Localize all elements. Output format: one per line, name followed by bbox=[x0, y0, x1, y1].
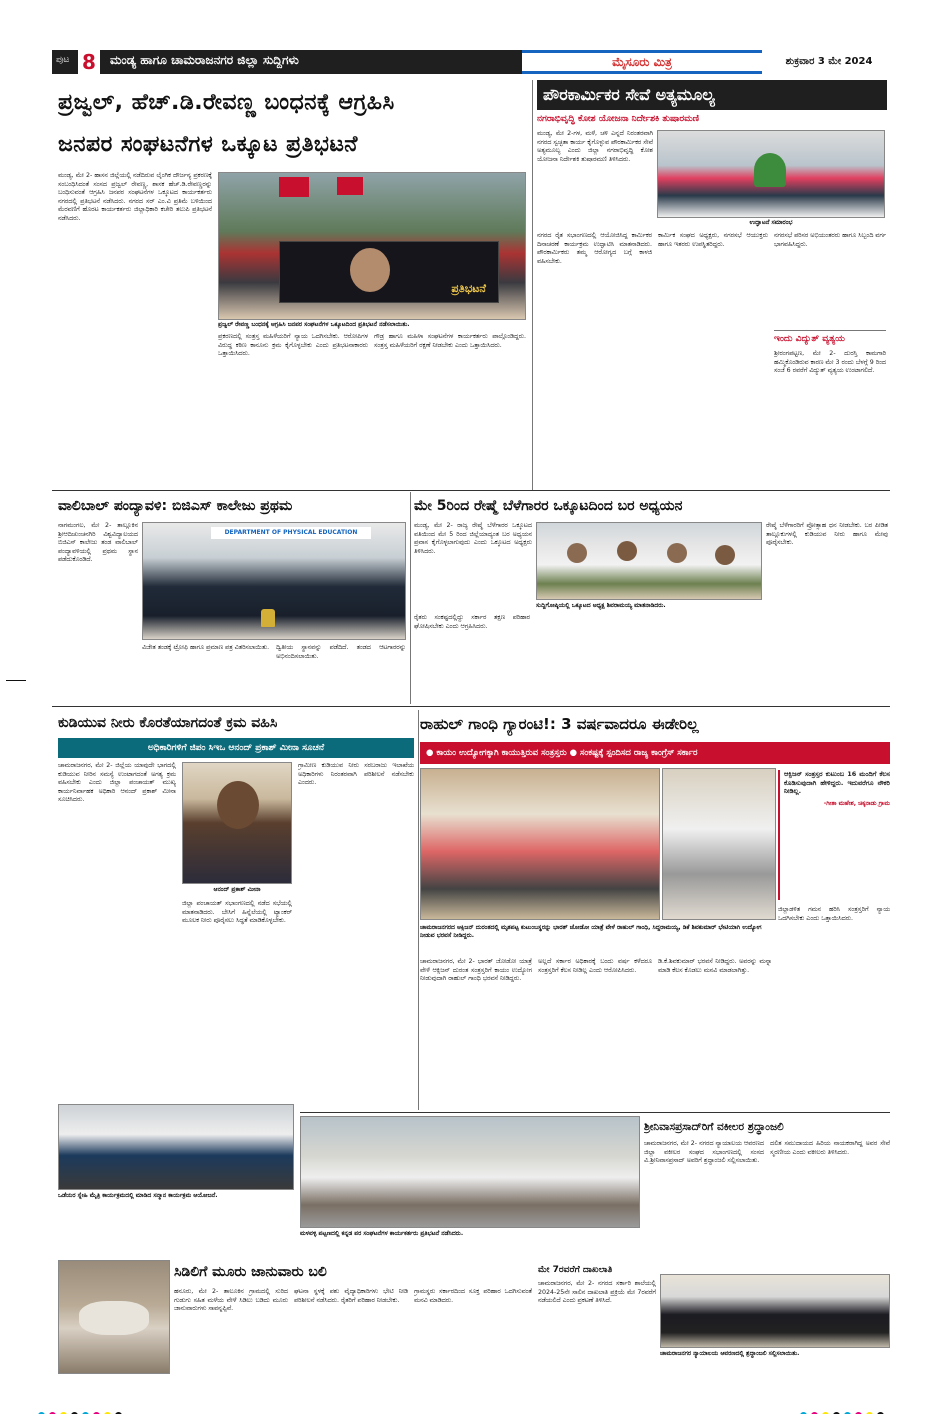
story2-headline: ಪೌರಕಾರ್ಮಿಕರ ಸೇವೆ ಅತ್ಯಮೂಲ್ಯ bbox=[543, 85, 715, 104]
trophy-icon bbox=[261, 609, 275, 627]
margin-mark bbox=[6, 680, 26, 681]
story4-headline: ಮೇ 5ರಿಂದ ರೇಷ್ಮೆ ಬೆಳೆಗಾರರ ಒಕ್ಕೂಟದಿಂದ ಬರ ಅಧ್ಯಯನ bbox=[414, 498, 683, 514]
column-rule bbox=[532, 80, 533, 490]
story5-photo2-caption: ಒಡೆಯರ ಸ್ನೇಹಿ ಮೈತ್ರಿ ಕಾರ್ಯಕ್ರಮದಲ್ಲಿ ಮಾಡಿದ ಸನ್ಮಾನ ಕಾರ್ಯಕ್ರಮ ಆಯೋಜನೆ. bbox=[58, 1192, 218, 1199]
story3-col1: ನಾಗಮಂಗಲ, ಮೇ 2- ತಾಲ್ಲೂಕಿನ ಶ್ರೀಆದಿಚುಂಚನಗಿರಿ ವಿಶ್ವವಿದ್ಯಾಲಯದ ಬಿಜಿಎಸ್ ಕಾಲೇಜು ತಂಡ ವಾಲಿಬಾಲ್ ಪಂದ್ಯಾವಳಿಯಲ್ಲಿ ಪ್ರಥಮ ಸ್ಥಾನ ಪಡೆದುಕೊಂಡಿದೆ. bbox=[58, 522, 138, 564]
registration-dot bbox=[93, 1412, 100, 1414]
story2-headline-box bbox=[537, 80, 887, 110]
brief-body: ಶ್ರೀರಂಗಪಟ್ಟಣ, ಮೇ 2- ದುರಸ್ತಿ ಕಾಮಗಾರಿ ಹಮ್ಮಿಕೊಂಡಿರುವ ಕಾರಣ ಮೇ 3 ರಂದು ಬೆಳಗ್ಗೆ 9 ರಿಂದ ಸಂಜೆ 6 ರವರೆಗೆ ವಿದ್ಯುತ್ ವ್ಯತ್ಯಯ ಉಂಟಾಗಲಿದೆ. bbox=[774, 350, 886, 375]
registration-dot bbox=[60, 1412, 67, 1414]
red-flag-icon bbox=[337, 177, 363, 195]
story5-headline: ಕುಡಿಯುವ ನೀರು ಕೊರತೆಯಾಗದಂತೆ ಕ್ರಮ ವಹಿಸಿ bbox=[58, 715, 278, 731]
story9-headline: ಮೇ 7ರವರೆಗೆ ದಾಖಲಾತಿ bbox=[538, 1265, 613, 1275]
portrait-face-icon bbox=[217, 781, 259, 829]
person-icon bbox=[567, 543, 587, 563]
story4-caption: ಸುದ್ದಿಗೋಷ್ಠಿಯಲ್ಲಿ ಒಕ್ಕೂಟದ ಅಧ್ಯಕ್ಷ ಶಿವರಾಮಯ್ಯ ಮಾತನಾಡಿದರು. bbox=[536, 602, 666, 609]
person-icon bbox=[715, 545, 735, 565]
issue-date bbox=[764, 52, 894, 72]
registration-dot bbox=[822, 1412, 829, 1414]
story6-col4: ಜಿಲ್ಲಾಡಳಿತ ಗಮನ ಹರಿಸಿ ಸಂತ್ರಸ್ತರಿಗೆ ನ್ಯಾಯ ಒದಗಿಸಬೇಕು ಎಂದು ಒತ್ತಾಯಿಸಿದರು. bbox=[778, 906, 890, 922]
registration-dot bbox=[811, 1412, 818, 1414]
story5-col3: ಗ್ರಾಮೀಣ ಕುಡಿಯುವ ನೀರು ಸರಬರಾಜು ಇಲಾಖೆಯ ಅಧಿಕಾರಿಗಳು ನಿರಂತರವಾಗಿ ಪರಿಶೀಲನೆ ನಡೆಸಬೇಕು ಎಂದರು. bbox=[298, 762, 414, 787]
story1-col2: ಪ್ರಕರಣದಲ್ಲಿ ಸಂತ್ರಸ್ತ ಮಹಿಳೆಯರಿಗೆ ನ್ಯಾಯ ಒದಗಿಸಬೇಕು. ಆರೋಪಿಗಳ ವಿರುದ್ಧ ಕಠಿಣ ಕಾನೂನು ಕ್ರಮ ಕೈಗೊಳ್ಳಬೇಕು ಎಂದು ಪ್ರತಿಭಟನಾಕಾರರು ಒತ್ತಾಯಿಸಿದರು. bbox=[218, 333, 368, 358]
story7-photo2 bbox=[660, 1274, 890, 1348]
story8-headline: ಸಿಡಿಲಿಗೆ ಮೂರು ಜಾನುವಾರು ಬಲಿ bbox=[174, 1264, 327, 1280]
registration-dot bbox=[115, 1412, 122, 1414]
story4-photo bbox=[536, 522, 762, 600]
print-marks-left bbox=[38, 1404, 168, 1414]
registration-dot bbox=[877, 1412, 884, 1414]
story8-col1: ಹನೂರು, ಮೇ 2- ತಾಲೂಕಿನ ಗ್ರಾಮದಲ್ಲಿ ಸುರಿದ ಗುಡುಗು ಸಹಿತ ಮಳೆಯ ವೇಳೆ ಸಿಡಿಲು ಬಡಿದು ಮೂರು ಜಾನುವಾರುಗಳು ಸಾವನ್ನಪ್ಪಿವೆ. bbox=[174, 1288, 288, 1313]
story5-portrait bbox=[182, 762, 292, 884]
story2-caption: ಉದ್ಘಾಟನೆ ಸಮಾರಂಭ bbox=[749, 219, 793, 226]
page-label: ಪುಟ bbox=[56, 55, 70, 65]
registration-dot bbox=[844, 1412, 851, 1414]
story9-body: ಚಾಮರಾಜನಗರ, ಮೇ 2- ನಗರದ ಸರ್ಕಾರಿ ಶಾಲೆಯಲ್ಲಿ 2024-25ನೇ ಸಾಲಿನ ದಾಖಲಾತಿ ಪ್ರಕ್ರಿಯೆ ಮೇ 7ರವರೆಗೆ ನಡೆಯಲಿದೆ ಎಂದು ಪ್ರಕಟಣೆ ತಿಳಿಸಿದೆ. bbox=[538, 1280, 656, 1305]
brief-rule bbox=[774, 330, 886, 331]
story3-headline: ವಾಲಿಬಾಲ್ ಪಂದ್ಯಾವಳಿ: ಬಿಜಿಎಸ್ ಕಾಲೇಜು ಪ್ರಥಮ bbox=[58, 498, 293, 514]
story5-col2: ಜಿಲ್ಲಾ ಪಂಚಾಯತ್ ಸಭಾಂಗಣದಲ್ಲಿ ನಡೆದ ಸಭೆಯಲ್ಲಿ ಮಾತನಾಡಿದರು. ಬೇಸಿಗೆ ಹಿನ್ನೆಲೆಯಲ್ಲಿ ಟ್ಯಾಂಕರ್ ಮೂಲಕ ನೀರು ಪೂರೈಸಲು ಸಿದ್ಧತೆ ಮಾಡಿಕೊಳ್ಳಬೇಕು. bbox=[182, 900, 292, 925]
story5-subhead-bar bbox=[58, 738, 414, 758]
date-text: ಶುಕ್ರವಾರ 3 ಮೇ 2024 bbox=[785, 56, 873, 67]
paper-name-box bbox=[522, 50, 762, 74]
story8-photo bbox=[58, 1260, 170, 1374]
story7-photo bbox=[300, 1116, 640, 1228]
story6-caption: ಚಾಮರಾಜನಗರದ ಆಕ್ಸಿಜನ್ ದುರಂತದಲ್ಲಿ ಮೃತಪಟ್ಟ ಕುಟುಂಬಸ್ಥರನ್ನು ಭಾರತ್ ಜೋಡೋ ಯಾತ್ರೆ ವೇಳೆ ರಾಹುಲ್ ಗಾಂಧಿ, ಸಿದ್ದರಾಮಯ್ಯ, ಡಿಕೆ ಶಿವಕುಮಾರ್ ಭೇಟಿಯಾಗಿ ಉದ್ಯೋಗ ನೀಡುವ ಭರವಸೆ ನೀಡಿದ್ದರು. bbox=[420, 924, 762, 939]
story2-col1: ಮಂಡ್ಯ, ಮೇ 2-ಗಳ, ಮಳೆ, ಚಳಿ ಎನ್ನದೆ ನಿರಂತರವಾಗಿ ನಗರದ ಸ್ವಚ್ಛತಾ ಕಾರ್ಯ ಕೈಗೊಳ್ಳುವ ಪೌರಕಾರ್ಮಿಕರ ಸೇವೆ ಅತ್ಯಮೂಲ್ಯ ಎಂದು ಜಿಲ್ಲಾ ನಗರಾಭಿವೃದ್ಧಿ ಕೋಶ ಯೋಜನಾ ನಿರ್ದೇಶಕಿ ತುಷಾರಮಣಿ ತಿಳಿಸಿದರು. bbox=[537, 130, 653, 163]
cow-icon bbox=[79, 1301, 149, 1335]
page-number: 8 bbox=[78, 50, 100, 74]
paper-name: ಮೈಸೂರು ಮಿತ್ರ bbox=[612, 55, 672, 69]
registration-dot bbox=[49, 1412, 56, 1414]
story7-headline: ಶ್ರೀನಿವಾಸಪ್ರಸಾದ್‌ರಿಗೆ ವಕೀಲರ ಶ್ರದ್ಧಾಂಜಲಿ bbox=[644, 1121, 784, 1133]
story3-col3: ದ್ವಿತೀಯ ಸ್ಥಾನವನ್ನು ಪಡೆದಿದೆ. ತಂಡದ ಆಟಗಾರರನ್ನು ಅಭಿನಂದಿಸಲಾಯಿತು. bbox=[276, 644, 406, 660]
story8-col2: ಘಟನಾ ಸ್ಥಳಕ್ಕೆ ಪಶು ವೈದ್ಯಾಧಿಕಾರಿಗಳು ಭೇಟಿ ನೀಡಿ ಪರಿಶೀಲನೆ ನಡೆಸಿದರು. ರೈತರಿಗೆ ಪರಿಹಾರ ನೀಡಬೇಕು. bbox=[294, 1288, 408, 1304]
story6-subhead-bar bbox=[420, 742, 890, 764]
story1-photo bbox=[218, 172, 526, 320]
story2-photo bbox=[657, 130, 885, 218]
story4-col1: ಮಂಡ್ಯ, ಮೇ 2- ರಾಜ್ಯ ರೇಷ್ಮೆ ಬೆಳೆಗಾರರ ಒಕ್ಕೂಟದ ವತಿಯಿಂದ ಮೇ 5 ರಿಂದ ಜಿಲ್ಲೆಯಾದ್ಯಂತ ಬರ ಅಧ್ಯಯನ ಪ್ರವಾಸ ಕೈಗೊಳ್ಳಲಾಗುವುದು ಎಂದು ಒಕ್ಕೂಟದ ಅಧ್ಯಕ್ಷರು ತಿಳಿಸಿದರು. bbox=[414, 522, 532, 555]
registration-dot bbox=[855, 1412, 862, 1414]
person-icon bbox=[617, 541, 637, 561]
story7-col2: ದಲಿತ ಸಮುದಾಯದ ಹಿರಿಯ ನಾಯಕರಾಗಿದ್ದ ಅವರ ಸೇವೆ ಸ್ಮರಣೀಯ ಎಂದು ವಕೀಲರು ತಿಳಿಸಿದರು. bbox=[770, 1140, 890, 1156]
column-rule bbox=[410, 492, 411, 704]
registration-dot bbox=[82, 1412, 89, 1414]
story4-col2: ರೈತರು ಸಂಕಷ್ಟದಲ್ಲಿದ್ದು ಸರ್ಕಾರ ತಕ್ಷಣ ಪರಿಹಾರ ಘೋಷಿಸಬೇಕು ಎಂದು ಆಗ್ರಹಿಸಿದರು. bbox=[414, 614, 530, 630]
registration-dot bbox=[800, 1412, 807, 1414]
section-rule bbox=[52, 706, 890, 707]
story7-photo-caption: ಮಳವಳ್ಳಿ ಪಟ್ಟಣದಲ್ಲಿ ಕನ್ನಡ ಪರ ಸಂಘಟನೆಗಳ ಕಾರ್ಯಕರ್ತರು ಪ್ರತಿಭಟನೆ ನಡೆಸಿದರು. bbox=[300, 1230, 464, 1237]
story6-quote-box bbox=[778, 770, 890, 900]
story5-portrait-caption: ಆನಂದ್ ಪ್ರಕಾಶ್ ಮೀನಾ bbox=[213, 886, 261, 893]
story1-headline-line1: ಪ್ರಜ್ವಲ್, ಹೆಚ್.ಡಿ.ರೇವಣ್ಣ ಬಂಧನಕ್ಕೆ ಆಗ್ರಹಿಸಿ bbox=[58, 90, 395, 115]
registration-dot bbox=[38, 1412, 45, 1414]
story1-col3: ಗೌಡ್ರ ಹಾಗೂ ಮಹಿಳಾ ಸಂಘಟನೆಗಳ ಕಾರ್ಯಕರ್ತರು ಪಾಲ್ಗೊಂಡಿದ್ದರು. ಸಂತ್ರಸ್ತ ಮಹಿಳೆಯರಿಗೆ ರಕ್ಷಣೆ ನೀಡಬೇಕು ಎಂದು ಒತ್ತಾಯಿಸಿದರು. bbox=[374, 333, 526, 349]
portrait-icon bbox=[350, 248, 390, 292]
story7-col1: ಚಾಮರಾಜನಗರ, ಮೇ 2- ನಗರದ ನ್ಯಾಯಾಲಯ ಆವರಣದ ಜಿಲ್ಲಾ ವಕೀಲರ ಸಂಘದ ಸಭಾಂಗಣದಲ್ಲಿ ಸಂಸದ ವಿ.ಶ್ರೀನಿವಾಸಪ್ರಸಾದ್ ಅವರಿಗೆ ಶ್ರದ್ಧಾಂಜಲಿ ಸಲ್ಲಿಸಲಾಯಿತು. bbox=[644, 1140, 764, 1165]
story1-col1: ಮಂಡ್ಯ, ಮೇ 2- ಹಾಸನ ಜಿಲ್ಲೆಯಲ್ಲಿ ನಡೆದಿರುವ ಲೈಂಗಿಕ ದೌರ್ಜನ್ಯ ಪ್ರಕರಣಕ್ಕೆ ಸಂಬಂಧಿಸಿದಂತೆ ಸಂಸದ ಪ್ರಜ್ವಲ್ ರೇವಣ್ಣ, ಶಾಸಕ ಹೆಚ್.ಡಿ.ರೇವಣ್ಣರನ್ನು ಬಂಧಿಸುವಂತೆ ಆಗ್ರಹಿಸಿ ಜನಪರ ಸಂಘಟನೆಗಳ ಒಕ್ಕೂಟದ ಕಾರ್ಯಕರ್ತರು ನಗರದಲ್ಲಿ ಪ್ರತಿಭಟನೆ ನಡೆಸಿದರು. ನಗರದ ಸರ್ ಎಂ.ವಿ ಪ್ರತಿಮೆ ಬಳಿಯಿಂದ ಮೆರವಣಿಗೆ ಹೊರಟ ಕಾರ್ಯಕರ್ತರು ಜಿಲ್ಲಾಧಿಕಾರಿ ಕಚೇರಿ ತಲುಪಿ ಪ್ರತಿಭಟನೆ ನಡೆಸಿದರು. bbox=[58, 172, 212, 222]
story7-photo2-caption: ಚಾಮರಾಜನಗರ ನ್ಯಾಯಾಲಯ ಆವರಣದಲ್ಲಿ ಶ್ರದ್ಧಾಂಜಲಿ ಸಲ್ಲಿಸಲಾಯಿತು. bbox=[660, 1350, 800, 1357]
story6-quote-author: -ಗೀತಾ ಮಹೇಶ, ಚಿಕ್ಕನಾಡು ಗ್ರಾಮ bbox=[823, 799, 890, 807]
column-rule bbox=[418, 710, 419, 1110]
story6-quote: ಆಕ್ಸಿಜನ್ ಸಂತ್ರಸ್ತರ ಕುಟುಂಬ 16 ಮಂದಿಗೆ ಕೆಲಸ ಕೊಡಿಸುವುದಾಗಿ ಹೇಳಿದ್ದರು. ಇದುವರೆಗೂ ನೌಕರಿ ನೀಡಿಲ್ಲ. bbox=[784, 770, 890, 796]
section-title: ಮಂಡ್ಯ ಹಾಗೂ ಚಾಮರಾಜನಗರ ಜಿಲ್ಲಾ ಸುದ್ದಿಗಳು bbox=[110, 53, 299, 67]
story6-photo-right bbox=[662, 768, 776, 920]
story6-col2: ಅಲ್ಲದೆ ಸರ್ಕಾರ ಅಧಿಕಾರಕ್ಕೆ ಬಂದು ವರ್ಷ ಕಳೆದರೂ ಸಂತ್ರಸ್ತರಿಗೆ ಕೆಲಸ ನೀಡಿಲ್ಲ ಎಂದು ಆರೋಪಿಸಿದರು. bbox=[538, 958, 652, 974]
registration-dot bbox=[866, 1412, 873, 1414]
print-marks-right bbox=[800, 1404, 920, 1414]
registration-dot bbox=[71, 1412, 78, 1414]
protest-banner-text: ಪ್ರತಿಭಟನೆ bbox=[451, 282, 486, 295]
plant-icon bbox=[754, 153, 786, 187]
section-rule bbox=[52, 490, 890, 491]
protest-banner bbox=[279, 241, 499, 303]
story3-col2: ವಿಜೇತ ತಂಡಕ್ಕೆ ಟ್ರೋಫಿ ಹಾಗೂ ಪ್ರಮಾಣ ಪತ್ರ ವಿತರಿಸಲಾಯಿತು. bbox=[142, 644, 270, 651]
story5-subhead: ಅಧಿಕಾರಿಗಳಿಗೆ ಜಿಪಂ ಸಿಇಒ ಆನಂದ್ ಪ್ರಕಾಶ್ ಮೀನಾ ಸೂಚನೆ bbox=[147, 743, 325, 753]
story2-col3: ಕಾರ್ಮಿಕ ಸಂಘದ ಅಧ್ಯಕ್ಷರು, ನಗರಸಭೆ ಆಯುಕ್ತರು ಹಾಗೂ ಇತರರು ಉಪಸ್ಥಿತರಿದ್ದರು. bbox=[658, 232, 768, 248]
story1-headline-line2: ಜನಪರ ಸಂಘಟನೆಗಳ ಒಕ್ಕೂಟ ಪ್ರತಿಭಟನೆ bbox=[58, 132, 358, 157]
red-flag-icon bbox=[279, 177, 309, 197]
story6-col1: ಚಾಮರಾಜನಗರ, ಮೇ 2- ಭಾರತ್ ಜೋಡೋ ಯಾತ್ರೆ ವೇಳೆ ಆಕ್ಸಿಜನ್ ದುರಂತ ಸಂತ್ರಸ್ತರಿಗೆ ಕಾಯಂ ಉದ್ಯೋಗ ನೀಡುವುದಾಗಿ ರಾಹುಲ್ ಗಾಂಧಿ ಭರವಸೆ ನೀಡಿದ್ದರು. bbox=[420, 958, 532, 983]
brief-title: ಇಂದು ವಿದ್ಯುತ್ ವ್ಯತ್ಯಯ bbox=[774, 334, 845, 344]
story6-photo-left bbox=[420, 768, 660, 920]
person-icon bbox=[667, 543, 687, 563]
story5-col1: ಚಾಮರಾಜನಗರ, ಮೇ 2- ಜಿಲ್ಲೆಯ ಯಾವುದೇ ಭಾಗದಲ್ಲಿ ಕುಡಿಯುವ ನೀರಿನ ಸಮಸ್ಯೆ ಉಂಟಾಗದಂತೆ ಅಗತ್ಯ ಕ್ರಮ ವಹಿಸಬೇಕು ಎಂದು ಜಿಲ್ಲಾ ಪಂಚಾಯತ್ ಮುಖ್ಯ ಕಾರ್ಯನಿರ್ವಾಹಕ ಅಧಿಕಾರಿ ಆನಂದ್ ಪ್ರಕಾಶ್ ಮೀನಾ ಸೂಚಿಸಿದರು. bbox=[58, 762, 176, 804]
registration-dot bbox=[833, 1412, 840, 1414]
story5-photo2 bbox=[58, 1104, 294, 1190]
story2-col2: ನಗರದ ರೈತ ಸಭಾಂಗಣದಲ್ಲಿ ಆಯೋಜಿಸಿದ್ದ ಕಾರ್ಮಿಕರ ದಿನಾಚರಣೆ ಕಾರ್ಯಕ್ರಮ ಉದ್ಘಾಟಿಸಿ ಮಾತನಾಡಿದರು. ಪೌರಕಾರ್ಮಿಕರು ತಮ್ಮ ಆರೋಗ್ಯದ ಬಗ್ಗೆ ಕಾಳಜಿ ವಹಿಸಬೇಕು. bbox=[537, 232, 652, 265]
story2-subhead: ನಗರಾಭಿವೃದ್ಧಿ ಕೋಶ ಯೋಜನಾ ನಿರ್ದೇಶಕಿ ತುಷಾರಮಣಿ bbox=[537, 114, 700, 124]
story6-col3: ಡಿ.ಕೆ.ಶಿವಕುಮಾರ್ ಭರವಸೆ ನೀಡಿದ್ದರು. ಅವರನ್ನು ಮನ್ನಾ ಮಾಡಿ ಕೆಲಸ ಕೊಡಲು ಮನವಿ ಮಾಡಲಾಗಿತ್ತು. bbox=[658, 958, 772, 974]
story1-caption: ಪ್ರಜ್ವಲ್ ರೇವಣ್ಣ ಬಂಧನಕ್ಕೆ ಆಗ್ರಹಿಸಿ ಜನಪರ ಸಂಘಟನೆಗಳ ಒಕ್ಕೂಟದಿಂದ ಪ್ರತಿಭಟನೆ ನಡೆಸಲಾಯಿತು. bbox=[218, 321, 410, 328]
story6-headline: ರಾಹುಲ್ ಗಾಂಧಿ ಗ್ಯಾರಂಟಿ!: 3 ವರ್ಷವಾದರೂ ಈಡೇರಿಲ್ಲ bbox=[420, 715, 699, 733]
story1-headline bbox=[58, 82, 532, 172]
registration-dot bbox=[104, 1412, 111, 1414]
section-rule bbox=[300, 1112, 890, 1113]
story3-banner: DEPARTMENT OF PHYSICAL EDUCATION bbox=[211, 527, 371, 539]
story6-subhead: ● ಕಾಯಂ ಉದ್ಯೋಗಕ್ಕಾಗಿ ಕಾಯುತ್ತಿರುವ ಸಂತ್ರಸ್ತರು ● ಸಂಕಷ್ಟಕ್ಕೆ ಸ್ಪಂದಿಸದ ರಾಜ್ಯ ಕಾಂಗ್ರೆಸ್ ಸರ್ಕಾರ bbox=[426, 748, 698, 758]
story8-col3: ಗ್ರಾಮಸ್ಥರು ಸರ್ಕಾರದಿಂದ ಸೂಕ್ತ ಪರಿಹಾರ ಒದಗಿಸುವಂತೆ ಮನವಿ ಮಾಡಿದರು. bbox=[414, 1288, 532, 1304]
story4-col3: ರೇಷ್ಮೆ ಬೆಳೆಗಾರರಿಗೆ ಪ್ರೋತ್ಸಾಹ ಧನ ನೀಡಬೇಕು. ಬರ ಪೀಡಿತ ತಾಲ್ಲೂಕುಗಳಲ್ಲಿ ಕುಡಿಯುವ ನೀರು ಹಾಗೂ ಮೇವು ಪೂರೈಸಬೇಕು. bbox=[766, 522, 888, 547]
story2-col4: ನಗರಸಭೆ ಪರಿಸರ ಅಭಿಯಂತರರು ಹಾಗೂ ಸಿಬ್ಬಂದಿ ವರ್ಗ ಭಾಗವಹಿಸಿದ್ದರು. bbox=[774, 232, 886, 248]
masthead bbox=[52, 50, 522, 74]
story3-photo bbox=[142, 522, 406, 640]
